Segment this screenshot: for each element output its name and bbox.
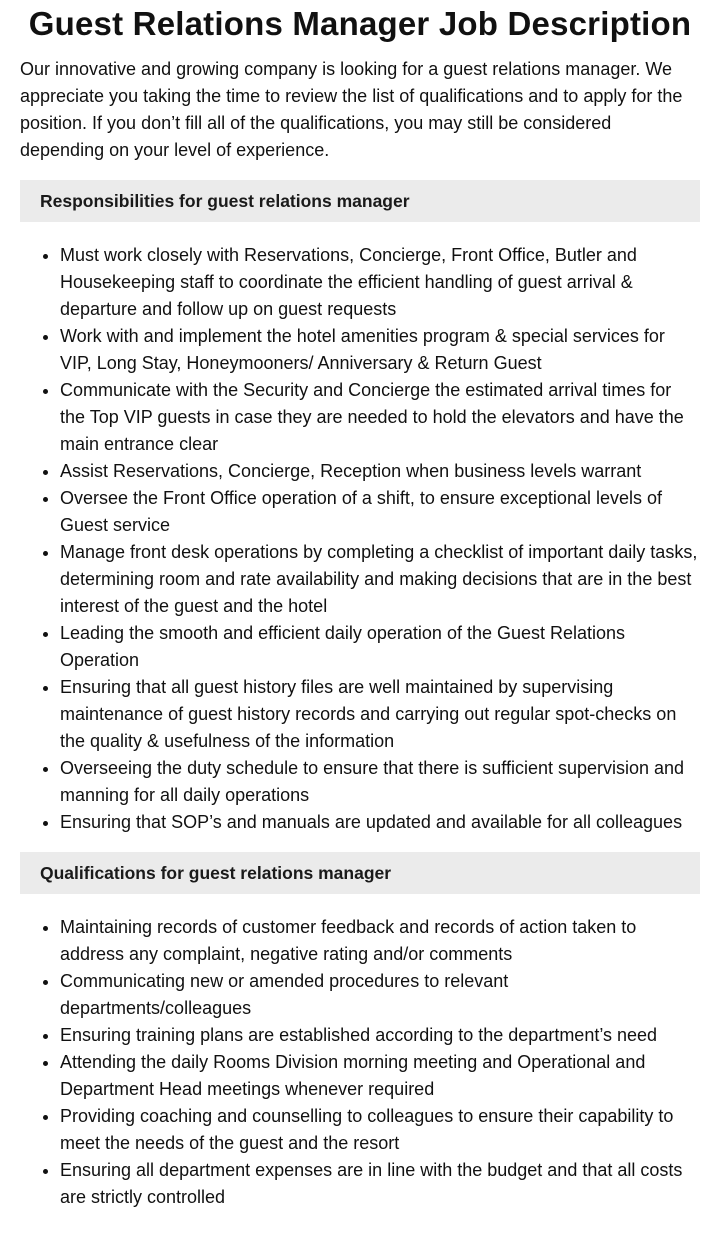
list-item: • Work with and implement the hotel amenities program & special services for VIP, Long Stay, Honeymooners/ Anniversary & Return Guest	[60, 323, 700, 377]
list-item: • Communicate with the Security and Concierge the estimated arrival times for the Top VIP guests in case they are needed to hold the elevators and have the main entrance clear	[60, 377, 700, 458]
qualifications-list	[20, 914, 700, 1211]
page-title: Guest Relations Manager Job Description	[28, 5, 692, 42]
list-item: • Providing coaching and counselling to colleagues to ensure their capability to meet the needs of the guest and the resort	[60, 1103, 700, 1157]
intro-paragraph: Our innovative and growing company is looking for a guest relations manager. We appreciate you taking the time to review the list of qualifications and to apply for the position. If you don’t fill all of the qualifications, you may still be considered depending on your level of experience.	[20, 59, 683, 160]
list-item: • Oversee the Front Office operation of a shift, to ensure exceptional levels of Guest service	[60, 485, 700, 539]
responsibilities-list	[20, 242, 700, 836]
list-item: • Ensuring all department expenses are in line with the budget and that all costs are strictly controlled	[60, 1157, 700, 1211]
list-item: • Must work closely with Reservations, Concierge, Front Office, Butler and Housekeeping staff to coordinate the efficient handling of guest arrival & departure and follow up on guest requests	[60, 242, 700, 323]
list-item: • Overseeing the duty schedule to ensure that there is sufficient supervision and manning for all daily operations	[60, 755, 700, 809]
list-item: • Assist Reservations, Concierge, Reception when business levels warrant	[60, 458, 700, 485]
list-item: • Manage front desk operations by completing a checklist of important daily tasks, determining room and rate availability and making decisions that are in the best interest of the guest and the hotel	[60, 539, 700, 620]
list-item: • Ensuring that SOP’s and manuals are updated and available for all colleagues	[60, 809, 700, 836]
responsibilities-heading-text: Responsibilities for guest relations manager	[40, 190, 410, 211]
list-item: • Attending the daily Rooms Division morning meeting and Operational and Department Head meetings whenever required	[60, 1049, 700, 1103]
list-item: • Leading the smooth and efficient daily operation of the Guest Relations Operation	[60, 620, 700, 674]
list-item: • Maintaining records of customer feedback and records of action taken to address any complaint, negative rating and/or comments	[60, 914, 700, 968]
responsibilities-heading	[20, 180, 700, 222]
list-item: • Communicating new or amended procedures to relevant departments/colleagues	[60, 968, 700, 1022]
list-item: • Ensuring that all guest history files are well maintained by supervising maintenance of guest history records and carrying out regular spot-checks on the quality & usefulness of the information	[60, 674, 700, 755]
qualifications-heading	[20, 852, 700, 894]
qualifications-heading-text: Qualifications for guest relations manager	[40, 862, 392, 883]
list-item: • Ensuring training plans are established according to the department’s need	[60, 1022, 700, 1049]
